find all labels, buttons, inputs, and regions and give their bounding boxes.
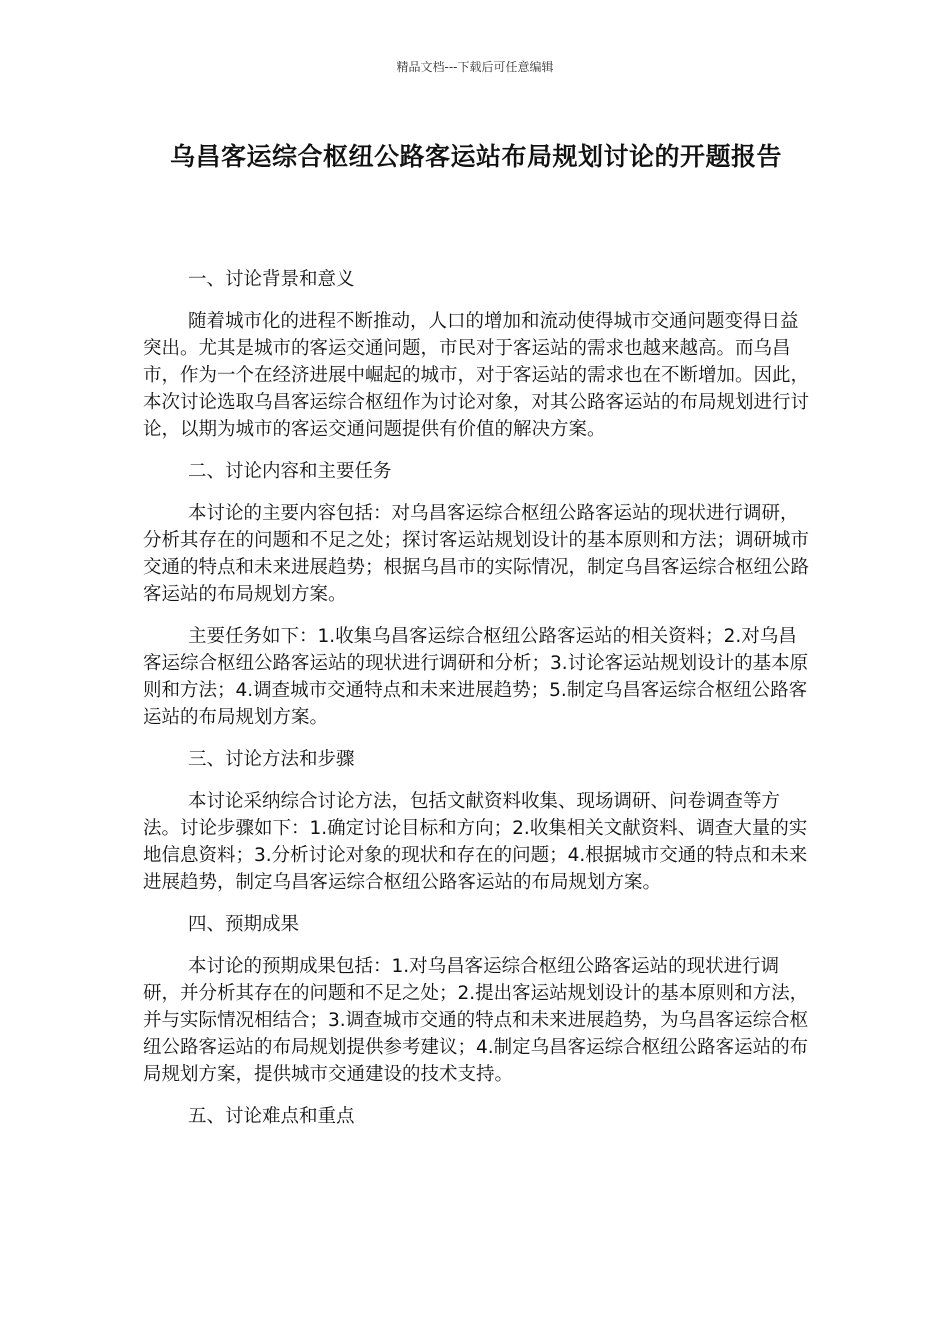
paragraph: 随着城市化的进程不断推动，人口的增加和流动使得城市交通问题变得日益突出。尤其是城市的客运交通问题，市民对于客运站的需求也越来越高。而乌昌市，作为一个在经济进展中崛起的城市，对于客运站的需求也在不断增加。因此，本次讨论选取乌昌客运综合枢纽作为讨论对象，对其公路客运站的布局规划进行讨论，以期为城市的客运交通问题提供有价值的解决方案。: [143, 311, 810, 440]
document-title: 乌昌客运综合枢纽公路客运站布局规划讨论的开题报告: [169, 142, 782, 171]
section-heading: 五、讨论难点和重点: [188, 1106, 355, 1127]
page-header-note: 精品文档---下载后可任意编辑: [396, 60, 554, 74]
paragraph: 本讨论采纳综合讨论方法，包括文献资料收集、现场调研、问卷调查等方法。讨论步骤如下：1.确定讨论目标和方向；2.收集相关文献资料、调查大量的实地信息资料；3.分析讨论对象的现状和存在的问题；4.根据城市交通的特点和未来进展趋势，制定乌昌客运综合枢纽公路客运站的布局规划方案。: [143, 791, 808, 893]
section-heading: 三、讨论方法和步骤: [188, 749, 355, 770]
section-heading: 一、讨论背景和意义: [188, 269, 355, 290]
paragraph: 本讨论的预期成果包括：1.对乌昌客运综合枢纽公路客运站的现状进行调研，并分析其存在的问题和不足之处；2.提出客运站规划设计的基本原则和方法，并与实际情况相结合；3.调查城市交通的特点和未来进展趋势，为乌昌客运综合枢纽公路客运站的布局规划提供参考建议；4.制定乌昌客运综合枢纽公路客运站的布局规划方案，提供城市交通建设的技术支持。: [143, 956, 809, 1085]
paragraph: 主要任务如下：1.收集乌昌客运综合枢纽公路客运站的相关资料；2.对乌昌客运综合枢纽公路客运站的现状进行调研和分析；3.讨论客运站规划设计的基本原则和方法；4.调查城市交通特点和未来进展趋势；5.制定乌昌客运综合枢纽公路客运站的布局规划方案。: [143, 626, 809, 728]
paragraph: 本讨论的主要内容包括：对乌昌客运综合枢纽公路客运站的现状进行调研，分析其存在的问题和不足之处；探讨客运站规划设计的基本原则和方法；调研城市交通的特点和未来进展趋势；根据乌昌市的实际情况，制定乌昌客运综合枢纽公路客运站的布局规划方案。: [143, 503, 810, 605]
section-heading: 四、预期成果: [188, 914, 300, 935]
section-heading: 二、讨论内容和主要任务: [188, 461, 392, 482]
document-body: [143, 266, 809, 1130]
